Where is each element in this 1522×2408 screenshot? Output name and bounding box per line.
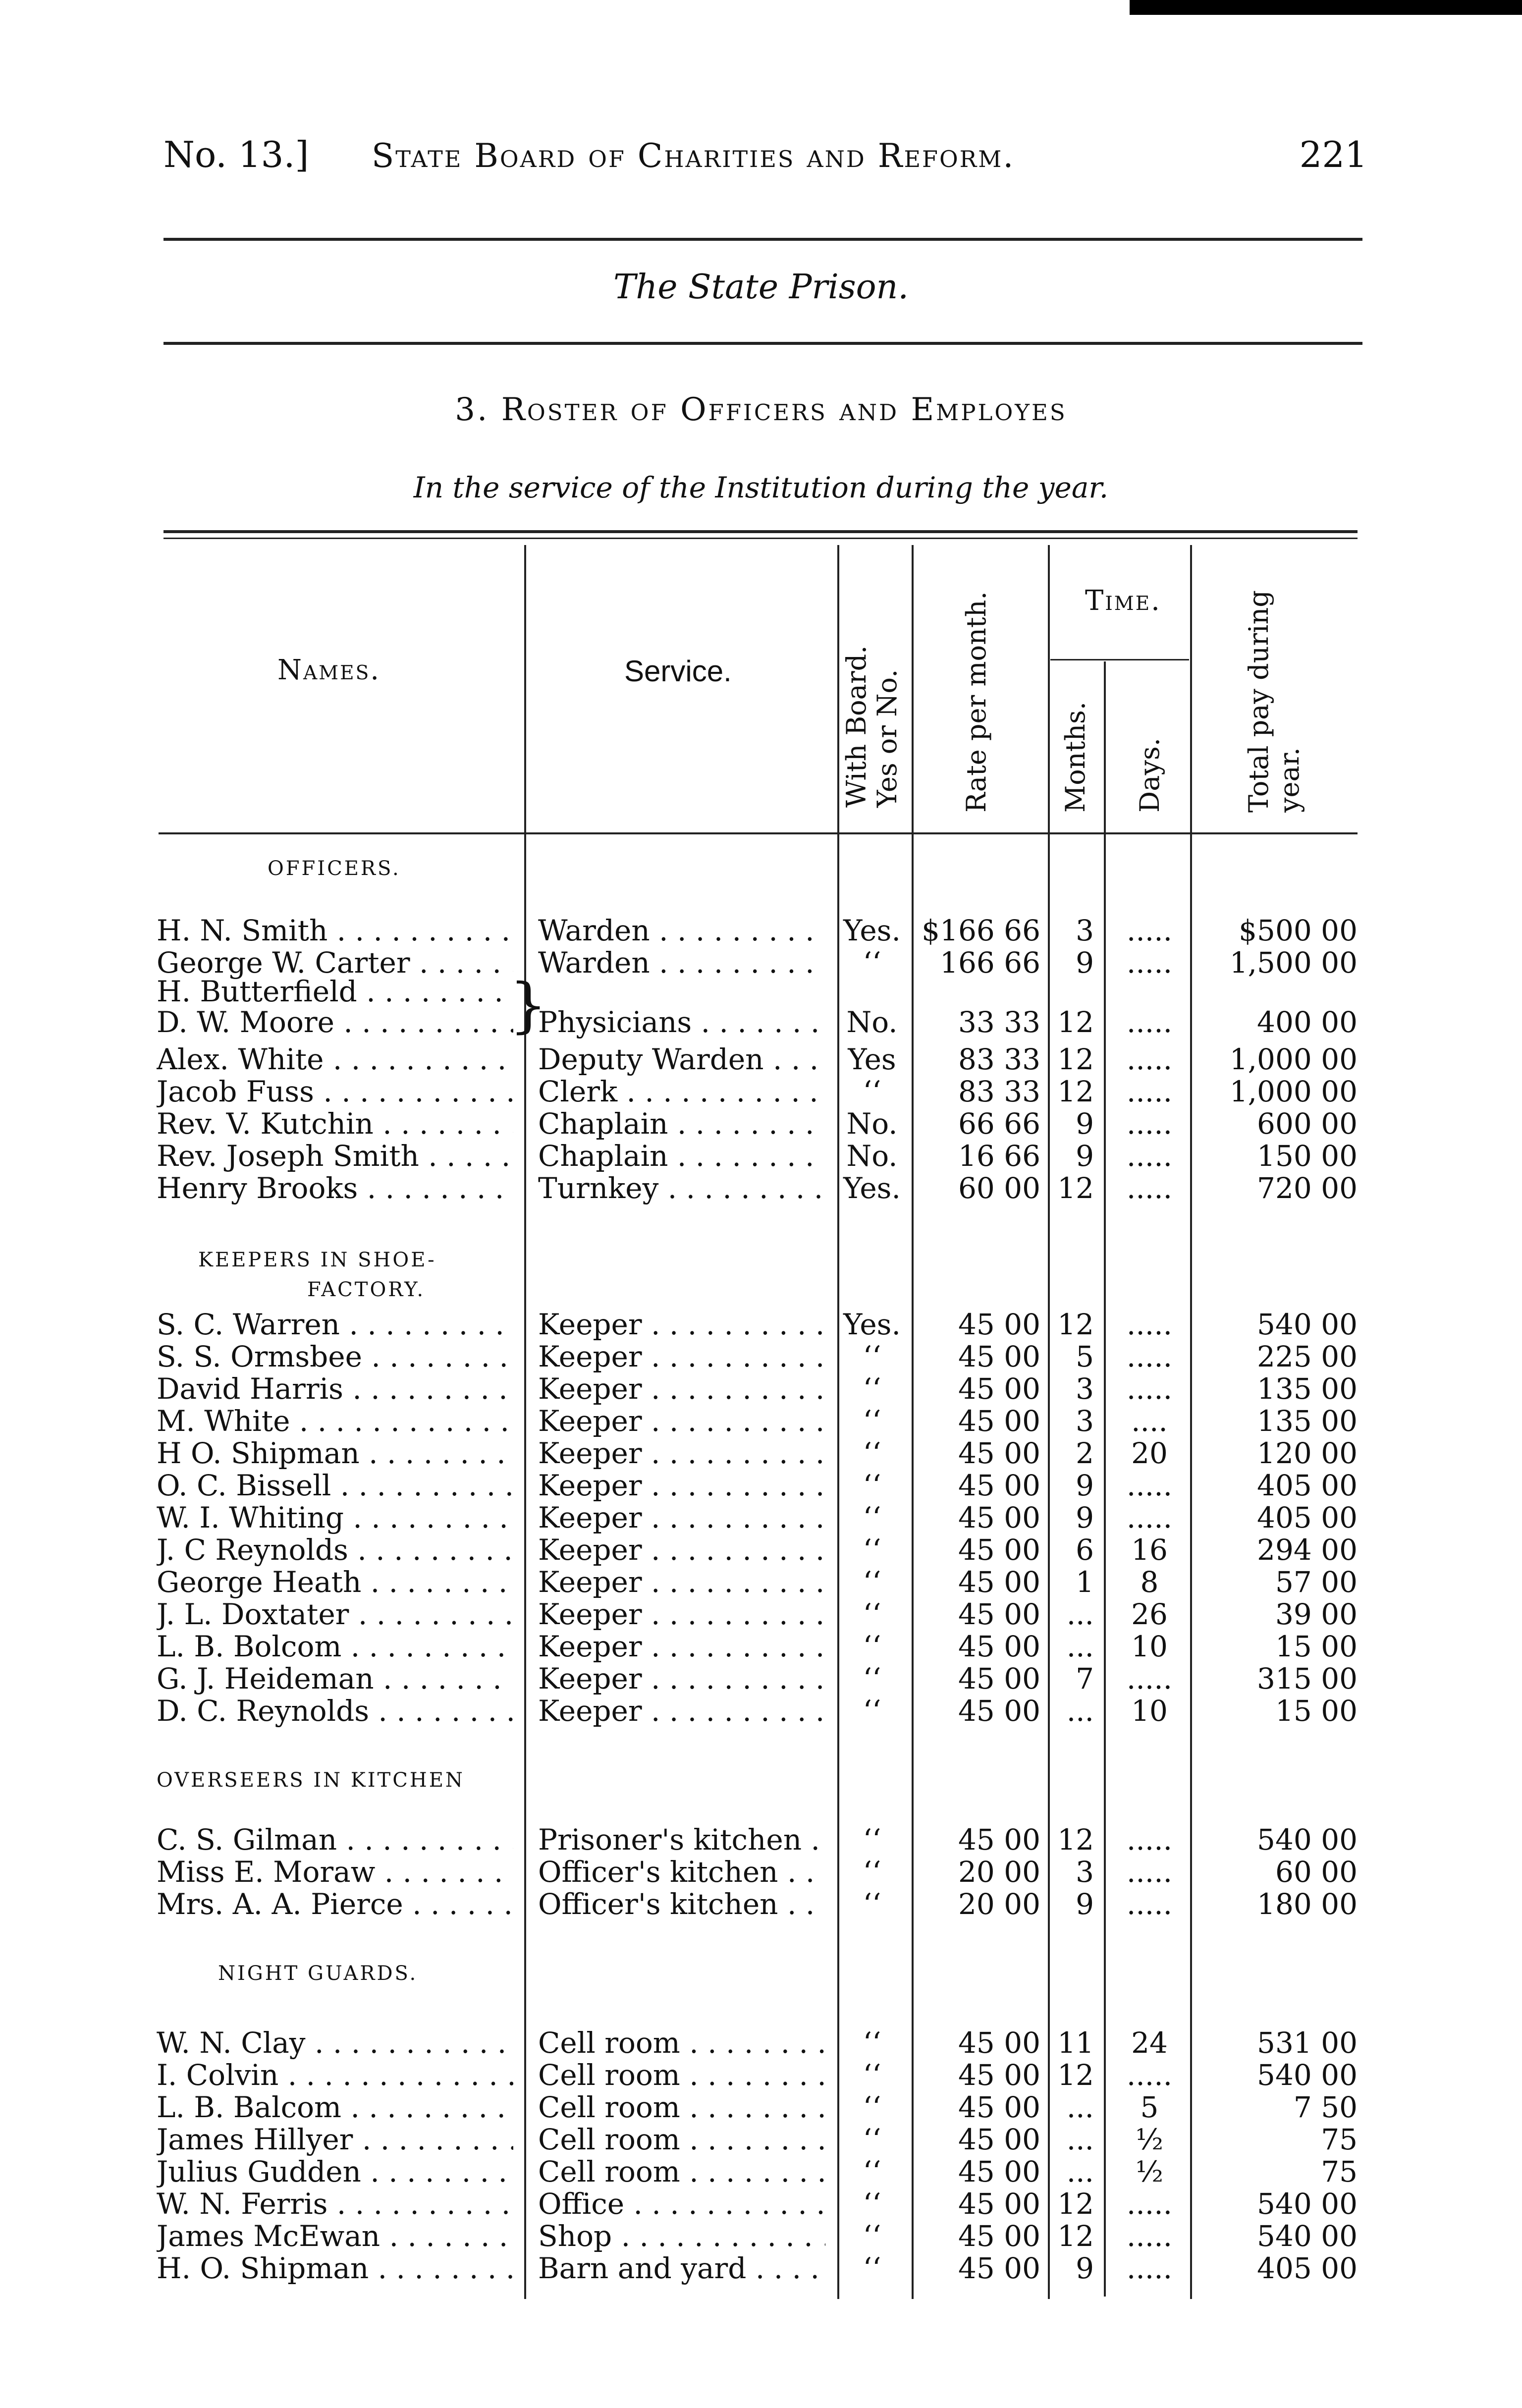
cell-board: ‘‘ (863, 1597, 881, 1631)
table-row (0, 1888, 1522, 1920)
table-row (0, 1006, 1522, 1039)
cell-board: ‘‘ (863, 1630, 881, 1663)
cell-board: ‘‘ (863, 1823, 881, 1857)
cell-total: 315 00 (1257, 1662, 1358, 1696)
table-row (0, 1566, 1522, 1598)
table-row (0, 1340, 1522, 1373)
cell-board: ‘‘ (863, 2123, 881, 2156)
cell-total: 540 00 (1257, 2219, 1358, 2253)
cell-rate: 45 00 (958, 1501, 1040, 1534)
group-keepers: KEEPERS IN SHOE- (198, 1249, 436, 1271)
cell-rate: 45 00 (958, 1565, 1040, 1599)
cell-total: 75 (1321, 2123, 1358, 2156)
cell-board: ‘‘ (863, 2251, 881, 2285)
cell-months: 12 (1057, 1042, 1094, 1076)
cell-name: J. C Reynolds . . . (157, 1533, 513, 1566)
group-night-guards: NIGHT GUARDS. (218, 1962, 418, 1985)
table-row (0, 1856, 1522, 1888)
cell-months: 5 (1076, 1340, 1094, 1373)
header-rate: Rate per month. (961, 591, 992, 813)
cell-total: 57 00 (1275, 1565, 1358, 1599)
table-row (0, 2123, 1522, 2156)
cell-days: ..... (1126, 1340, 1173, 1373)
cell-days: 8 (1140, 1565, 1159, 1599)
bracket-physicians: } (509, 971, 547, 1040)
cell-rate: 45 00 (958, 1436, 1040, 1470)
cell-months: 2 (1076, 1436, 1094, 1470)
cell-days: ..... (1126, 1005, 1173, 1039)
table-row (0, 975, 1522, 1008)
cell-days: ½ (1135, 2123, 1164, 2156)
header-board: With Board. Yes or No. (841, 645, 903, 808)
cell-total: 15 00 (1275, 1630, 1358, 1663)
cell-rate: 45 00 (958, 2219, 1040, 2253)
header-service: Service. (624, 655, 732, 688)
cell-service: Keeper . . . (538, 1598, 825, 1631)
cell-months: ... (1066, 1630, 1094, 1663)
cell-rate: 45 00 (958, 1404, 1040, 1438)
table-row (0, 1533, 1522, 1566)
cell-name: Henry Brooks . . . (157, 1172, 513, 1204)
cell-name: L. B. Bolcom . . . (157, 1630, 513, 1663)
cell-board: No. (846, 1139, 898, 1173)
table-row (0, 2252, 1522, 2285)
cell-total: 540 00 (1257, 2187, 1358, 2221)
cell-months: 12 (1057, 1005, 1094, 1039)
cell-total: 7 50 (1293, 2090, 1358, 2124)
cell-service: Keeper . . . (538, 1630, 825, 1663)
table-row (0, 1043, 1522, 1076)
cell-service: Cell room . . . (538, 2059, 825, 2091)
cell-total: 135 00 (1257, 1404, 1358, 1438)
cell-board: ‘‘ (863, 1436, 881, 1470)
table-row (0, 946, 1522, 979)
cell-rate: 45 00 (958, 1662, 1040, 1696)
cell-months: 3 (1076, 914, 1094, 947)
cell-months: 9 (1076, 1107, 1094, 1141)
cell-months: 9 (1076, 1469, 1094, 1502)
cell-board: ‘‘ (863, 1855, 881, 1889)
table-row (0, 1823, 1522, 1856)
cell-service: Officer's kitchen . . . (538, 1856, 825, 1888)
cell-total: 180 00 (1257, 1887, 1358, 1921)
table-row (0, 1598, 1522, 1631)
cell-board: ‘‘ (863, 1694, 881, 1728)
document-number: No. 13.] (163, 134, 309, 175)
cell-rate: 20 00 (958, 1855, 1040, 1889)
cell-service: Cell room . . . (538, 2123, 825, 2156)
cell-days: ..... (1126, 1501, 1173, 1534)
cell-total: 720 00 (1257, 1171, 1358, 1205)
cell-service: Deputy Warden . . . (538, 1043, 825, 1076)
cell-months: 12 (1057, 2219, 1094, 2253)
cell-name: H. O. Shipman . . . (157, 2252, 513, 2285)
cell-months: 1 (1076, 1565, 1094, 1599)
cell-name: J. L. Doxtater . . . (157, 1598, 513, 1631)
table-row (0, 1405, 1522, 1437)
cell-months: ... (1066, 1597, 1094, 1631)
table-row (0, 1695, 1522, 1727)
cell-service: Cell room . . . (538, 2091, 825, 2124)
cell-name: Mrs. A. A. Pierce . . . (157, 1888, 513, 1920)
cell-rate: 66 66 (958, 1107, 1040, 1141)
cell-days: ..... (1126, 1171, 1173, 1205)
cell-name: H. N. Smith . . . (157, 914, 513, 947)
cell-board: ‘‘ (863, 1662, 881, 1696)
cell-days: ..... (1126, 2219, 1173, 2253)
cell-name: S. S. Ormsbee . . . (157, 1340, 513, 1373)
table-row (0, 2155, 1522, 2188)
cell-name: D. W. Moore . . . (157, 1006, 513, 1039)
cell-service: Clerk . . . (538, 1075, 825, 1108)
cell-days: 16 (1131, 1533, 1168, 1567)
cell-service: Barn and yard . . . (538, 2252, 825, 2285)
cell-service: Keeper . . . (538, 1405, 825, 1437)
cell-total: 135 00 (1257, 1372, 1358, 1406)
cell-total: 60 00 (1275, 1855, 1358, 1889)
cell-total: 400 00 (1257, 1005, 1358, 1039)
cell-days: ..... (1126, 1042, 1173, 1076)
cell-months: 12 (1057, 2058, 1094, 2092)
institution-subtitle: The State Prison. (613, 268, 909, 307)
cell-days: ..... (1126, 1855, 1173, 1889)
cell-rate: 45 00 (958, 1694, 1040, 1728)
cell-rate: 45 00 (958, 1533, 1040, 1567)
cell-board: Yes. (843, 914, 901, 947)
running-head (163, 134, 1367, 188)
cell-total: 405 00 (1257, 1501, 1358, 1534)
header-names: Names. (277, 654, 381, 686)
cell-total: 1,500 00 (1229, 946, 1358, 980)
cell-rate: 45 00 (958, 1469, 1040, 1502)
cell-name: G. J. Heideman . . . (157, 1662, 513, 1695)
cell-rate: 45 00 (958, 2155, 1040, 2189)
cell-board: ‘‘ (863, 1075, 881, 1108)
table-row (0, 1172, 1522, 1204)
cell-name: James McEwan . . . (157, 2220, 513, 2252)
cell-rate: 45 00 (958, 2090, 1040, 2124)
cell-months: 3 (1076, 1855, 1094, 1889)
cell-board: ‘‘ (863, 1565, 881, 1599)
cell-name: D. C. Reynolds . . . (157, 1695, 513, 1727)
cell-months: 6 (1076, 1533, 1094, 1567)
cell-months: 3 (1076, 1404, 1094, 1438)
cell-months: 12 (1057, 1171, 1094, 1205)
cell-months: 11 (1057, 2026, 1094, 2060)
table-row (0, 2091, 1522, 2124)
cell-name: W. I. Whiting . . . (157, 1501, 513, 1534)
cell-months: 9 (1076, 1139, 1094, 1173)
cell-months: 9 (1076, 946, 1094, 980)
cell-total: 1,000 00 (1229, 1042, 1358, 1076)
table-row (0, 1501, 1522, 1534)
table-rule-top-double (163, 538, 1358, 539)
cell-months: ... (1066, 2155, 1094, 2189)
cell-name: C. S. Gilman . . . (157, 1823, 513, 1856)
cell-days: ..... (1126, 946, 1173, 980)
cell-name: H. Butterfield . . . (157, 975, 513, 1008)
cell-days: ..... (1126, 1107, 1173, 1141)
cell-name: M. White . . . (157, 1405, 513, 1437)
rule-under-subtitle (163, 342, 1362, 345)
header-rule-bottom (159, 832, 1358, 834)
cell-days: 5 (1140, 2090, 1159, 2124)
running-head-title: State Board of Charities and Reform. (372, 137, 1015, 175)
cell-rate: 60 00 (958, 1171, 1040, 1205)
cell-service: Keeper . . . (538, 1501, 825, 1534)
cell-service: Keeper . . . (538, 1533, 825, 1566)
cell-days: ..... (1126, 1139, 1173, 1173)
table-row (0, 1075, 1522, 1108)
cell-name: Miss E. Moraw . . . (157, 1856, 513, 1888)
cell-board: ‘‘ (863, 2058, 881, 2092)
table-row (0, 2188, 1522, 2220)
table-row (0, 2220, 1522, 2252)
cell-name: L. B. Balcom . . . (157, 2091, 513, 2124)
cell-total: 540 00 (1257, 1308, 1358, 1341)
cell-total: 405 00 (1257, 2251, 1358, 2285)
cell-board: ‘‘ (863, 946, 881, 980)
cell-service: Physicians . . . (538, 1006, 825, 1039)
cell-name: Alex. White . . . (157, 1043, 513, 1076)
group-officers: OFFICERS. (268, 857, 401, 880)
cell-board: ‘‘ (863, 1372, 881, 1406)
section-title: 3. Roster of Officers and Employes (455, 391, 1067, 428)
cell-name: George W. Carter . . . (157, 946, 513, 979)
cell-rate: 83 33 (958, 1075, 1040, 1108)
cell-rate: 33 33 (958, 1005, 1040, 1039)
cell-days: ..... (1126, 2251, 1173, 2285)
scan-edge-bar (1130, 0, 1522, 15)
cell-total: 531 00 (1257, 2026, 1358, 2060)
cell-board: ‘‘ (863, 1404, 881, 1438)
cell-days: 24 (1131, 2026, 1168, 2060)
cell-total: $500 00 (1239, 914, 1358, 947)
cell-board: Yes. (843, 1308, 901, 1341)
cell-rate: 45 00 (958, 1597, 1040, 1631)
cell-board: ‘‘ (863, 1887, 881, 1921)
table-rule-top (163, 530, 1358, 533)
cell-name: H O. Shipman . . . (157, 1437, 513, 1470)
cell-name: O. C. Bissell . . . (157, 1469, 513, 1502)
cell-name: George Heath . . . (157, 1566, 513, 1598)
cell-rate: 45 00 (958, 1372, 1040, 1406)
cell-days: ..... (1126, 1469, 1173, 1502)
cell-days: ..... (1126, 914, 1173, 947)
cell-days: 26 (1131, 1597, 1168, 1631)
cell-board: ‘‘ (863, 2026, 881, 2060)
cell-days: .... (1131, 1404, 1168, 1438)
cell-total: 1,000 00 (1229, 1075, 1358, 1108)
cell-days: ..... (1126, 1075, 1173, 1108)
cell-rate: 45 00 (958, 2058, 1040, 2092)
cell-service: Keeper . . . (538, 1340, 825, 1373)
cell-name: Julius Gudden . . . (157, 2155, 513, 2188)
cell-name: Rev. V. Kutchin . . . (157, 1107, 513, 1140)
group-keepers-2: FACTORY. (307, 1278, 426, 1301)
cell-rate: 45 00 (958, 2251, 1040, 2285)
cell-total: 540 00 (1257, 2058, 1358, 2092)
header-total: Total pay during year. (1243, 590, 1305, 813)
cell-days: ..... (1126, 2187, 1173, 2221)
cell-service: Keeper . . . (538, 1662, 825, 1695)
cell-total: 540 00 (1257, 1823, 1358, 1857)
cell-service: Chaplain . . . (538, 1107, 825, 1140)
cell-rate: 45 00 (958, 2187, 1040, 2221)
cell-rate: 45 00 (958, 1630, 1040, 1663)
cell-days: ..... (1126, 1887, 1173, 1921)
cell-service: Cell room . . . (538, 2026, 825, 2059)
cell-service: Office . . . (538, 2188, 825, 2220)
cell-name: S. C. Warren . . . (157, 1308, 513, 1341)
cell-months: 9 (1076, 1887, 1094, 1921)
table-row (0, 1140, 1522, 1172)
cell-service: Warden . . . (538, 914, 825, 947)
cell-total: 405 00 (1257, 1469, 1358, 1502)
cell-service: Shop . . . (538, 2220, 825, 2252)
cell-name: Jacob Fuss . . . (157, 1075, 513, 1108)
cell-rate: 16 66 (958, 1139, 1040, 1173)
cell-name: I. Colvin . . . (157, 2059, 513, 2091)
cell-months: 9 (1076, 2251, 1094, 2285)
time-divider (1050, 659, 1189, 660)
cell-service: Prisoner's kitchen . . . (538, 1823, 825, 1856)
cell-months: ... (1066, 2123, 1094, 2156)
cell-board: ‘‘ (863, 1533, 881, 1567)
cell-name: W. N. Ferris . . . (157, 2188, 513, 2220)
cell-days: 20 (1131, 1436, 1168, 1470)
cell-months: ... (1066, 2090, 1094, 2124)
cell-service: Keeper . . . (538, 1566, 825, 1598)
cell-months: 12 (1057, 2187, 1094, 2221)
cell-months: 3 (1076, 1372, 1094, 1406)
cell-months: 12 (1057, 1308, 1094, 1341)
cell-name: W. N. Clay . . . (157, 2026, 513, 2059)
cell-board: ‘‘ (863, 2219, 881, 2253)
cell-service: Officer's kitchen . . . (538, 1888, 825, 1920)
cell-days: 10 (1131, 1630, 1168, 1663)
header-days: Days. (1134, 738, 1165, 813)
cell-service: Chaplain . . . (538, 1140, 825, 1172)
cell-days: 10 (1131, 1694, 1168, 1728)
cell-months: ... (1066, 1694, 1094, 1728)
cell-service: Turnkey . . . (538, 1172, 825, 1204)
cell-total: 75 (1321, 2155, 1358, 2189)
cell-rate: 83 33 (958, 1042, 1040, 1076)
table-row (0, 1469, 1522, 1502)
cell-rate: 45 00 (958, 1308, 1040, 1341)
cell-days: ..... (1126, 1372, 1173, 1406)
cell-service: Keeper . . . (538, 1437, 825, 1470)
cell-rate: 45 00 (958, 2026, 1040, 2060)
cell-months: 7 (1076, 1662, 1094, 1696)
table-row (0, 1372, 1522, 1405)
cell-total: 150 00 (1257, 1139, 1358, 1173)
table-row (0, 1662, 1522, 1695)
cell-rate: 45 00 (958, 2123, 1040, 2156)
cell-board: No. (846, 1107, 898, 1141)
header-months: Months. (1060, 702, 1091, 813)
cell-service: Keeper . . . (538, 1695, 825, 1727)
cell-total: 225 00 (1257, 1340, 1358, 1373)
header-time: Time. (1085, 585, 1161, 617)
cell-board: ‘‘ (863, 1501, 881, 1534)
cell-total: 15 00 (1275, 1694, 1358, 1728)
cell-days: ..... (1126, 1308, 1173, 1341)
cell-board: ‘‘ (863, 1340, 881, 1373)
cell-days: ..... (1126, 1823, 1173, 1857)
section-subtitle: In the service of the Institution during the year. (413, 471, 1109, 504)
cell-total: 294 00 (1257, 1533, 1358, 1567)
rule-top (163, 238, 1362, 241)
cell-board: ‘‘ (863, 2155, 881, 2189)
cell-rate: $166 66 (922, 914, 1040, 947)
cell-months: 12 (1057, 1823, 1094, 1857)
cell-name: James Hillyer . . . (157, 2123, 513, 2156)
cell-service: Warden . . . (538, 946, 825, 979)
table-row (0, 2026, 1522, 2059)
cell-board: ‘‘ (863, 1469, 881, 1502)
cell-days: ..... (1126, 1662, 1173, 1696)
cell-total: 600 00 (1257, 1107, 1358, 1141)
cell-rate: 45 00 (958, 1823, 1040, 1857)
cell-board: ‘‘ (863, 2187, 881, 2221)
cell-board: Yes. (843, 1171, 901, 1205)
cell-rate: 45 00 (958, 1340, 1040, 1373)
table-row (0, 914, 1522, 947)
cell-rate: 166 66 (940, 946, 1040, 980)
cell-board: Yes (848, 1042, 896, 1076)
table-row (0, 1308, 1522, 1341)
cell-rate: 20 00 (958, 1887, 1040, 1921)
cell-board: No. (846, 1005, 898, 1039)
cell-name: Rev. Joseph Smith . . . (157, 1140, 513, 1172)
cell-service: Keeper . . . (538, 1372, 825, 1405)
table-row (0, 1437, 1522, 1470)
cell-total: 39 00 (1275, 1597, 1358, 1631)
cell-service: Keeper . . . (538, 1469, 825, 1502)
table-row (0, 1107, 1522, 1140)
cell-name: David Harris . . . (157, 1372, 513, 1405)
page-number: 221 (1299, 134, 1367, 175)
cell-total: 120 00 (1257, 1436, 1358, 1470)
cell-days: ..... (1126, 2058, 1173, 2092)
cell-months: 12 (1057, 1075, 1094, 1108)
cell-service: Cell room . . . (538, 2155, 825, 2188)
table-row (0, 1630, 1522, 1663)
group-kitchen: OVERSEERS IN KITCHEN (157, 1769, 465, 1792)
cell-service: Keeper . . . (538, 1308, 825, 1341)
cell-days: ½ (1135, 2155, 1164, 2189)
table-row (0, 2059, 1522, 2091)
cell-board: ‘‘ (863, 2090, 881, 2124)
cell-months: 9 (1076, 1501, 1094, 1534)
